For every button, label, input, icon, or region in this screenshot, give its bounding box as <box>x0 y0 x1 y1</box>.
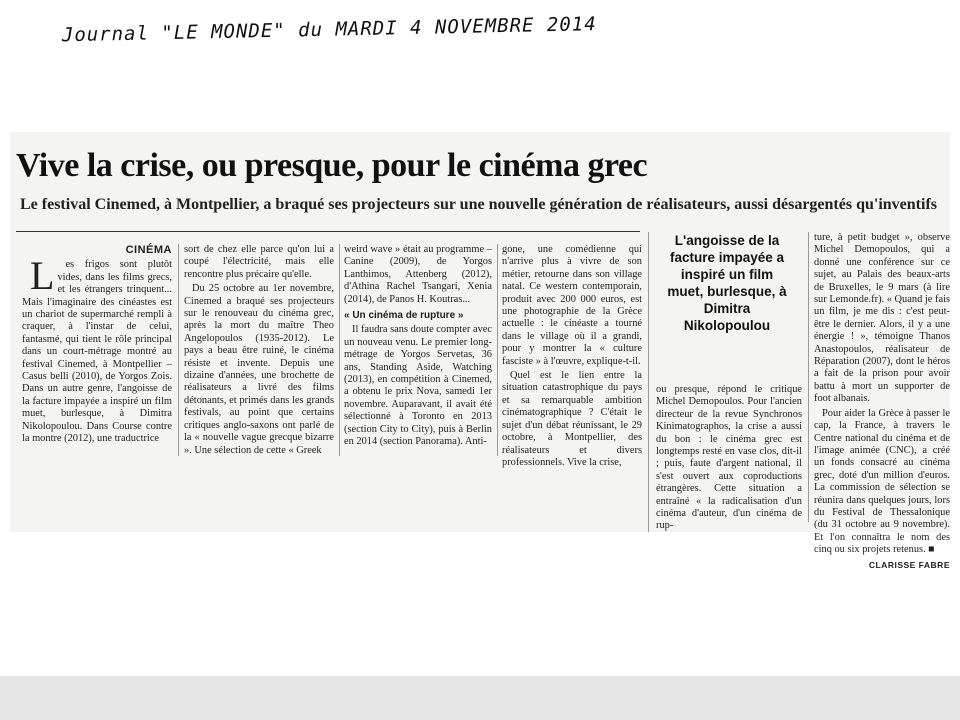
handwritten-note: Journal "LE MONDE" du MARDI 4 NOVEMBRE 2014 <box>61 13 597 47</box>
column-1-text: es frigos sont plutôt vides, dans les films grecs, et les étrangers trinquent... Mais l'imaginaire des cinéastes est un chariot de supermarché rempli à craquer, à l'instar de celui, fantasmé, qui tient le rôle principal dans un court-métrage montré au festival Cinemed, à Montpellier – Casus belli (2010), de Yorgos Zois. Dans un autre genre, l'angoisse de la facture impayée a inspiré un film muet, burlesque, à Dimitra Nikolopoulou. Dans Course contre la montre (2012), une traductrice <box>22 259 172 445</box>
column-2-paragraph-2: Du 25 octobre au 1er novembre, Cinemed a braqué ses projecteurs sur le renouveau du cinéma grec, après la mort du maître Theo Angelopoulos (1935-2012). Le pays a beau être ruiné, le cinéma résiste et invente. Depuis une dizaine d'années, une brochette de réalisateurs a livré des films détonants, et primés dans les grands festivals, au point que certains critiques anglo-saxons ont parlé de la « nouvelle vague grecque bizarre ». Une sélection de cette « Greek <box>184 283 334 456</box>
drop-cap: L <box>30 253 55 299</box>
column-divider <box>808 232 809 522</box>
article-column-5 <box>656 384 802 535</box>
headline-rule <box>16 231 640 232</box>
section-subtitle: « Un cinéma de rupture » <box>344 310 464 322</box>
article-column-6 <box>814 232 950 571</box>
column-2-paragraph-1: sort de chez elle parce qu'on lui a coupé l'électricité, mais elle rencontre plus précaire qu'elle. <box>184 244 334 280</box>
column-3-paragraph-2: Il faudra sans doute compter avec un nouveau venu. Le premier long-métrage de Yorgos Servetas, 36 ans, Standing Aside, Watching (2013), en compétition à Cinemed, a obtenu le prix Nova, samedi 1er novembre. Auparavant, il avait été sélectionné à Toronto en 2013 (section City to City), puis à Berlin en 2014 (section Panorama). Anti- <box>344 324 492 448</box>
author-signature: CLARISSE FABRE <box>868 559 950 570</box>
article-subheadline: Le festival Cinemed, à Montpellier, a braqué ses projecteurs sur une nouvelle génération de réalisateurs, aussi désargentés qu'inventifs <box>20 196 937 213</box>
article-column-3 <box>344 244 492 451</box>
article-headline: Vive la crise, ou presque, pour le cinéma grec <box>16 147 648 184</box>
column-divider <box>648 232 649 532</box>
column-6-paragraph-1: ture, à petit budget », observe Michel Demopoulos, qui a donné une conférence sur ce sujet, au Palais des beaux-arts de Bruxelles, le 9 mars (à lire sur Lemonde.fr). « Quand je fais un film, je me dis : c'est peut-être le dernier. Alors, il y a une énergie ! », témoigne Thanos Anastopoulos, réalisateur de Réparation (2007), dont le héros a fait de la prison pour avoir battu à mort un supporter de foot albanais. <box>814 232 950 405</box>
column-6-paragraph-2: Pour aider la Grèce à passer le cap, la France, à travers le Centre national du cinéma et de l'image animée (CNC), a créé un fonds consacré au cinéma grec, doté d'un million d'euros. La commission de sélection se réunira dans quelques jours, lors du Festival de Thessalonique (du 31 octobre au 9 novembre). Et l'on connaîtra le nom des cinq ou six projets retenus. ■ <box>814 407 950 556</box>
column-divider <box>497 244 498 456</box>
column-divider <box>178 244 179 456</box>
section-rubric: CINÉMA <box>125 244 172 256</box>
column-3-paragraph-1: weird wave » était au programme – Canine (2009), de Yorgos Lanthimos, Attenberg (2012), d'Athina Rachel Tsangari, Xenia (2014), de Panos H. Koutras... <box>344 244 492 305</box>
article-column-4 <box>502 244 642 471</box>
pull-quote: L'angoisse de la facture impayée a inspiré un film muet, burlesque, à Dimitra Nikolopoulou <box>667 233 787 333</box>
column-4-paragraph-2: Quel est le lien entre la situation catastrophique du pays et sa remarquable ambition cinématographique ? C'était le sujet d'un débat réunissant, le 29 octobre, à Montpellier, des réalisateurs et divers professionnels. Vive la crise, <box>502 370 642 468</box>
article-column-2 <box>184 244 334 459</box>
article-column-1 <box>22 244 172 448</box>
column-4-paragraph-1: gone, une comédienne qui n'arrive plus à vivre de son métier, retourne dans son village natal. Ce western contemporain, produit avec 200 000 euros, est une photographie de la Grèce actuelle : le cinéaste a tourné dans le village où il a grandi, pour y montrer la « culture fasciste » à l'œuvre, explique-t-il. <box>502 244 642 367</box>
column-divider <box>339 244 340 456</box>
column-1-paragraph <box>22 253 172 445</box>
bottom-bar <box>0 676 960 720</box>
column-5-paragraph: ou presque, répond le critique Michel Demopoulos. Pour l'ancien directeur de la revue Synchronos Kinimatographos, la crise a aussi du bon : le cinéma grec est longtemps resté en vase clos, dit-il ; puis, faute d'argent national, il s'est ouvert aux coproductions étrangères. Cette situation a entraîné « la radicalisation d'un cinéma d'auteur, d'un cinéma de rup- <box>656 384 802 532</box>
